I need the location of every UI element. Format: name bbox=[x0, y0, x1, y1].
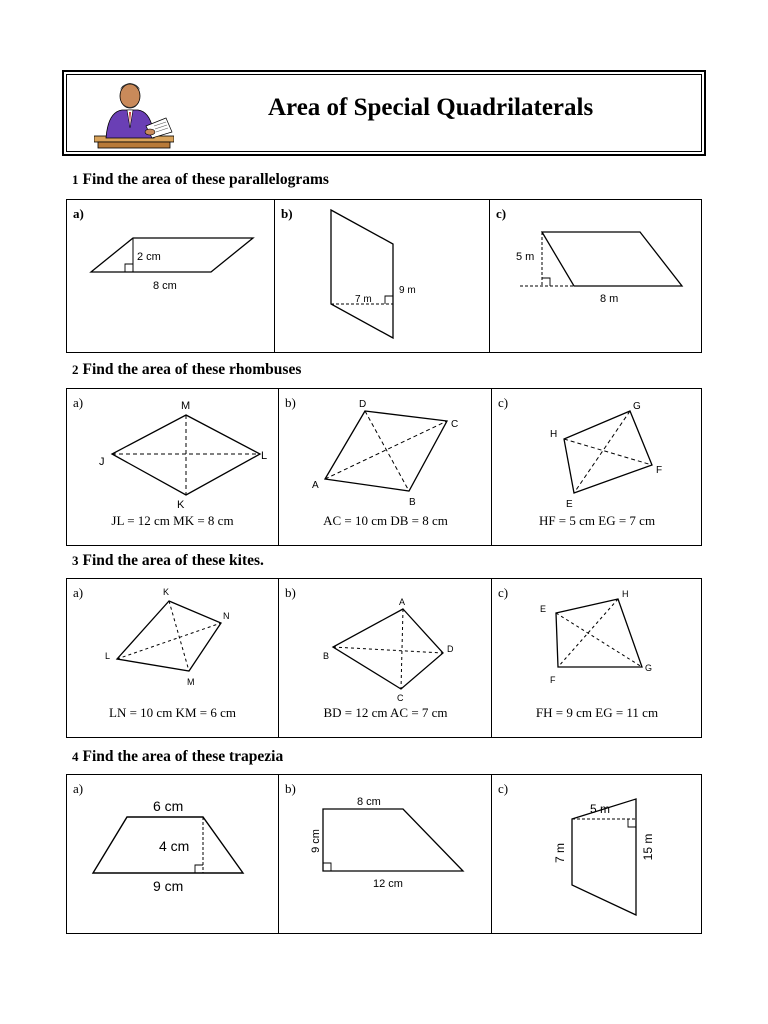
svg-text:J: J bbox=[99, 456, 105, 468]
svg-text:9 cm: 9 cm bbox=[310, 829, 322, 853]
svg-text:H: H bbox=[550, 429, 558, 440]
parallelogram-a-figure bbox=[67, 200, 274, 352]
kite-a: a) K N L M LN = 10 cm KM = 6 cm bbox=[67, 579, 278, 737]
svg-text:12 cm: 12 cm bbox=[373, 878, 403, 890]
svg-text:L: L bbox=[105, 651, 111, 661]
page-title: Area of Special Quadrilaterals bbox=[268, 94, 594, 121]
svg-text:L: L bbox=[261, 450, 268, 462]
trapezium-b-figure bbox=[279, 775, 492, 933]
rhombus-c-measure: HF = 5 cm EG = 7 cm bbox=[538, 513, 656, 528]
parallelogram-b-figure bbox=[275, 200, 490, 352]
svg-text:9 m: 9 m bbox=[399, 285, 416, 296]
svg-text:N: N bbox=[223, 611, 230, 621]
section-2-grid bbox=[66, 388, 702, 546]
svg-text:9 cm: 9 cm bbox=[153, 878, 184, 894]
rhombus-a: a) M J L K JL = 12 cm MK = 8 cm bbox=[67, 389, 278, 545]
svg-text:5 m: 5 m bbox=[590, 802, 611, 816]
trapezium-b: b) 8 cm 9 cm 12 cm bbox=[278, 775, 492, 933]
svg-text:E: E bbox=[566, 499, 573, 510]
trapezium-a-figure bbox=[67, 775, 278, 933]
section-2-heading: 2 Find the area of these rhombuses bbox=[72, 361, 302, 378]
svg-text:H: H bbox=[622, 589, 629, 599]
rhombus-c: c) G H F E HF = 5 cm EG = 7 cm bbox=[491, 389, 702, 545]
svg-text:G: G bbox=[633, 401, 641, 412]
kite-c-measure: FH = 9 cm EG = 11 cm bbox=[535, 705, 659, 720]
svg-text:D: D bbox=[359, 399, 367, 410]
section-4-heading: 4 Find the area of these trapezia bbox=[72, 748, 284, 765]
svg-text:A: A bbox=[312, 480, 319, 491]
svg-text:B: B bbox=[323, 651, 330, 661]
section-4-grid bbox=[66, 774, 702, 934]
parallelogram-b: b) 9 m 7 m bbox=[274, 200, 490, 352]
svg-text:C: C bbox=[397, 693, 404, 703]
section-3-heading: 3 Find the area of these kites. bbox=[72, 552, 264, 569]
section-1-heading: 1 Find the area of these parallelograms bbox=[72, 171, 329, 188]
svg-text:6 cm: 6 cm bbox=[153, 798, 184, 814]
svg-text:8 cm: 8 cm bbox=[153, 280, 177, 292]
trapezium-c: c) 5 m 7 m 15 m bbox=[491, 775, 702, 933]
rhombus-b: b) D C A B AC = 10 cm DB = 8 cm bbox=[278, 389, 492, 545]
section-3-grid bbox=[66, 578, 702, 738]
kite-b-measure: BD = 12 cm AC = 7 cm bbox=[323, 705, 448, 720]
svg-text:8 m: 8 m bbox=[600, 293, 619, 305]
svg-text:G: G bbox=[645, 663, 653, 673]
svg-text:15 m: 15 m bbox=[641, 833, 655, 861]
svg-text:K: K bbox=[177, 499, 185, 511]
svg-text:D: D bbox=[447, 644, 454, 654]
kite-b: b) A B D C BD = 12 cm AC = 7 cm bbox=[278, 579, 492, 737]
svg-text:7 m: 7 m bbox=[553, 842, 567, 864]
svg-text:8 cm: 8 cm bbox=[357, 796, 381, 808]
svg-text:F: F bbox=[550, 675, 556, 685]
svg-text:4 cm: 4 cm bbox=[159, 838, 190, 854]
section-1-grid bbox=[66, 199, 702, 353]
svg-text:A: A bbox=[399, 597, 406, 607]
svg-text:K: K bbox=[163, 587, 170, 597]
title-box bbox=[62, 70, 706, 156]
trapezium-a: a) 6 cm 4 cm 9 cm bbox=[67, 775, 278, 933]
svg-text:2 cm: 2 cm bbox=[137, 251, 161, 263]
svg-text:7 m: 7 m bbox=[355, 294, 372, 305]
rhombus-a-measure: JL = 12 cm MK = 8 cm bbox=[111, 513, 234, 528]
svg-text:5 m: 5 m bbox=[516, 251, 535, 263]
svg-text:F: F bbox=[656, 465, 663, 476]
kite-a-measure: LN = 10 cm KM = 6 cm bbox=[109, 705, 236, 720]
teacher-clipart bbox=[94, 76, 174, 150]
rhombus-b-measure: AC = 10 cm DB = 8 cm bbox=[323, 513, 448, 528]
svg-text:E: E bbox=[540, 604, 547, 614]
svg-text:M: M bbox=[187, 677, 195, 687]
svg-text:B: B bbox=[409, 497, 416, 508]
parallelogram-c: c) 5 m 8 m bbox=[489, 200, 702, 352]
parallelogram-c-figure bbox=[490, 200, 702, 352]
parallelogram-a: a) 2 cm 8 cm bbox=[67, 200, 274, 352]
trapezium-c-figure bbox=[492, 775, 702, 933]
svg-text:C: C bbox=[451, 419, 459, 430]
svg-text:M: M bbox=[181, 400, 191, 412]
kite-c: c) E H F G FH = 9 cm EG = 11 cm bbox=[491, 579, 702, 737]
